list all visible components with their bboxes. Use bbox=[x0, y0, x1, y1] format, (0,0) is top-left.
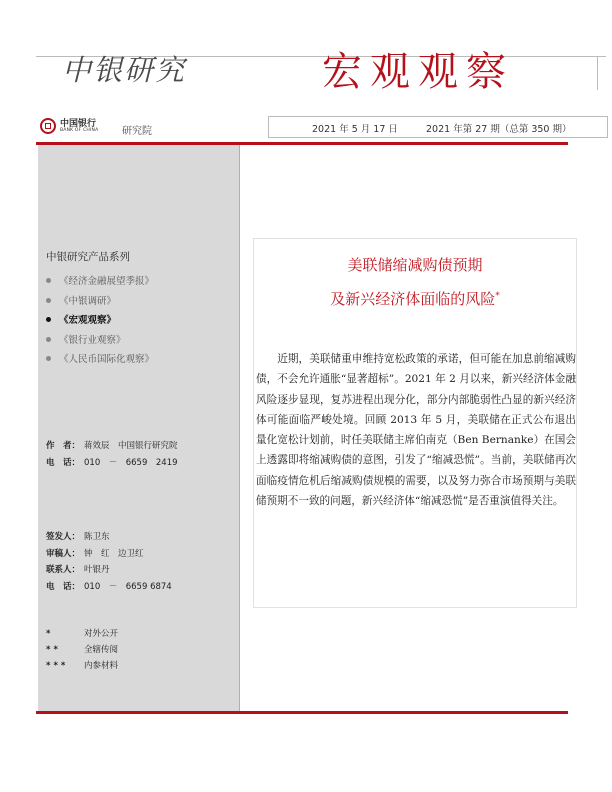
bullet-icon bbox=[46, 278, 51, 283]
bullet-icon bbox=[46, 298, 51, 303]
logo-chinese-name: 中国银行 bbox=[60, 119, 97, 129]
series-item-rmb[interactable]: 《人民币国际化观察》 bbox=[46, 350, 154, 370]
legend-confidential: *** 内参材料 bbox=[46, 661, 119, 671]
series-item-banking[interactable]: 《银行业观察》 bbox=[46, 331, 154, 351]
bullet-icon bbox=[46, 356, 51, 361]
footnote-mark[interactable]: * bbox=[495, 291, 500, 301]
series-item-macro[interactable]: 《宏观观察》 bbox=[46, 311, 154, 331]
bank-logo-icon bbox=[40, 118, 56, 134]
publication-date: 2021 年 5 月 17 日 bbox=[312, 124, 398, 135]
series-list bbox=[46, 272, 154, 370]
institute-name: 研究院 bbox=[122, 126, 152, 137]
article-title-line1: 美联储缩减购债预期 bbox=[347, 256, 483, 274]
author-phone-row: 电 话： 010 － 6659 2419 bbox=[46, 458, 178, 468]
title-side-rule bbox=[597, 56, 598, 90]
bottom-red-rule bbox=[36, 711, 568, 714]
logo-english-name: BANK OF CHINA bbox=[60, 128, 99, 133]
article-summary: 近期，美联储重申维持宽松政策的承诺，但可能在加息前缩减购债，不会允许通胀“显著超标”。2021 年 2 月以来，新兴经济体金融风险逐步显现，复苏进程出现分化，部分内部脆弱性凸显的新兴经济体可能面临严峻处境。回顾 2013 年 5 月，美联储在正式公布退出量化宽松计划前，时任美联储主席伯南克（Ben Bernanke）在国会上透露即将缩减购债的意图，引发了“缩减恐慌”。当前，美联储再次面临疫情危机后缩减购债规模的需要，以及努力弥合市场预期与美联储预期不一致的问题，新兴经济体“缩减恐慌”是否重演值得关注。 bbox=[256, 353, 576, 508]
contact-row: 联系人： 叶银丹 bbox=[46, 565, 110, 575]
issue-number: 2021 年第 27 期（总第 350 期） bbox=[426, 124, 572, 135]
brand-script-logo: 中银研究 bbox=[62, 53, 187, 87]
series-item-economic-outlook[interactable]: 《经济金融展望季报》 bbox=[46, 272, 154, 292]
series-title: 中银研究产品系列 bbox=[46, 251, 130, 263]
bullet-icon bbox=[46, 337, 51, 342]
sidebar-divider bbox=[239, 145, 240, 711]
reviewer-row: 审稿人： 钟 红 边卫红 bbox=[46, 549, 144, 559]
signer-row: 签发人： 陈卫东 bbox=[46, 532, 110, 542]
contact-phone-row: 电 话： 010 － 6659 6874 bbox=[46, 582, 172, 592]
series-item-research[interactable]: 《中银调研》 bbox=[46, 292, 154, 312]
article-title-line2: 及新兴经济体面临的风险* bbox=[330, 290, 500, 308]
legend-internal-circulation: ** 全辖传阅 bbox=[46, 645, 119, 655]
legend-public: * 对外公开 bbox=[46, 629, 119, 639]
bullet-icon bbox=[46, 317, 51, 322]
publication-title: 宏观观察 bbox=[322, 49, 514, 95]
author-row: 作 者： 蒋效辰 中国银行研究院 bbox=[46, 441, 178, 451]
